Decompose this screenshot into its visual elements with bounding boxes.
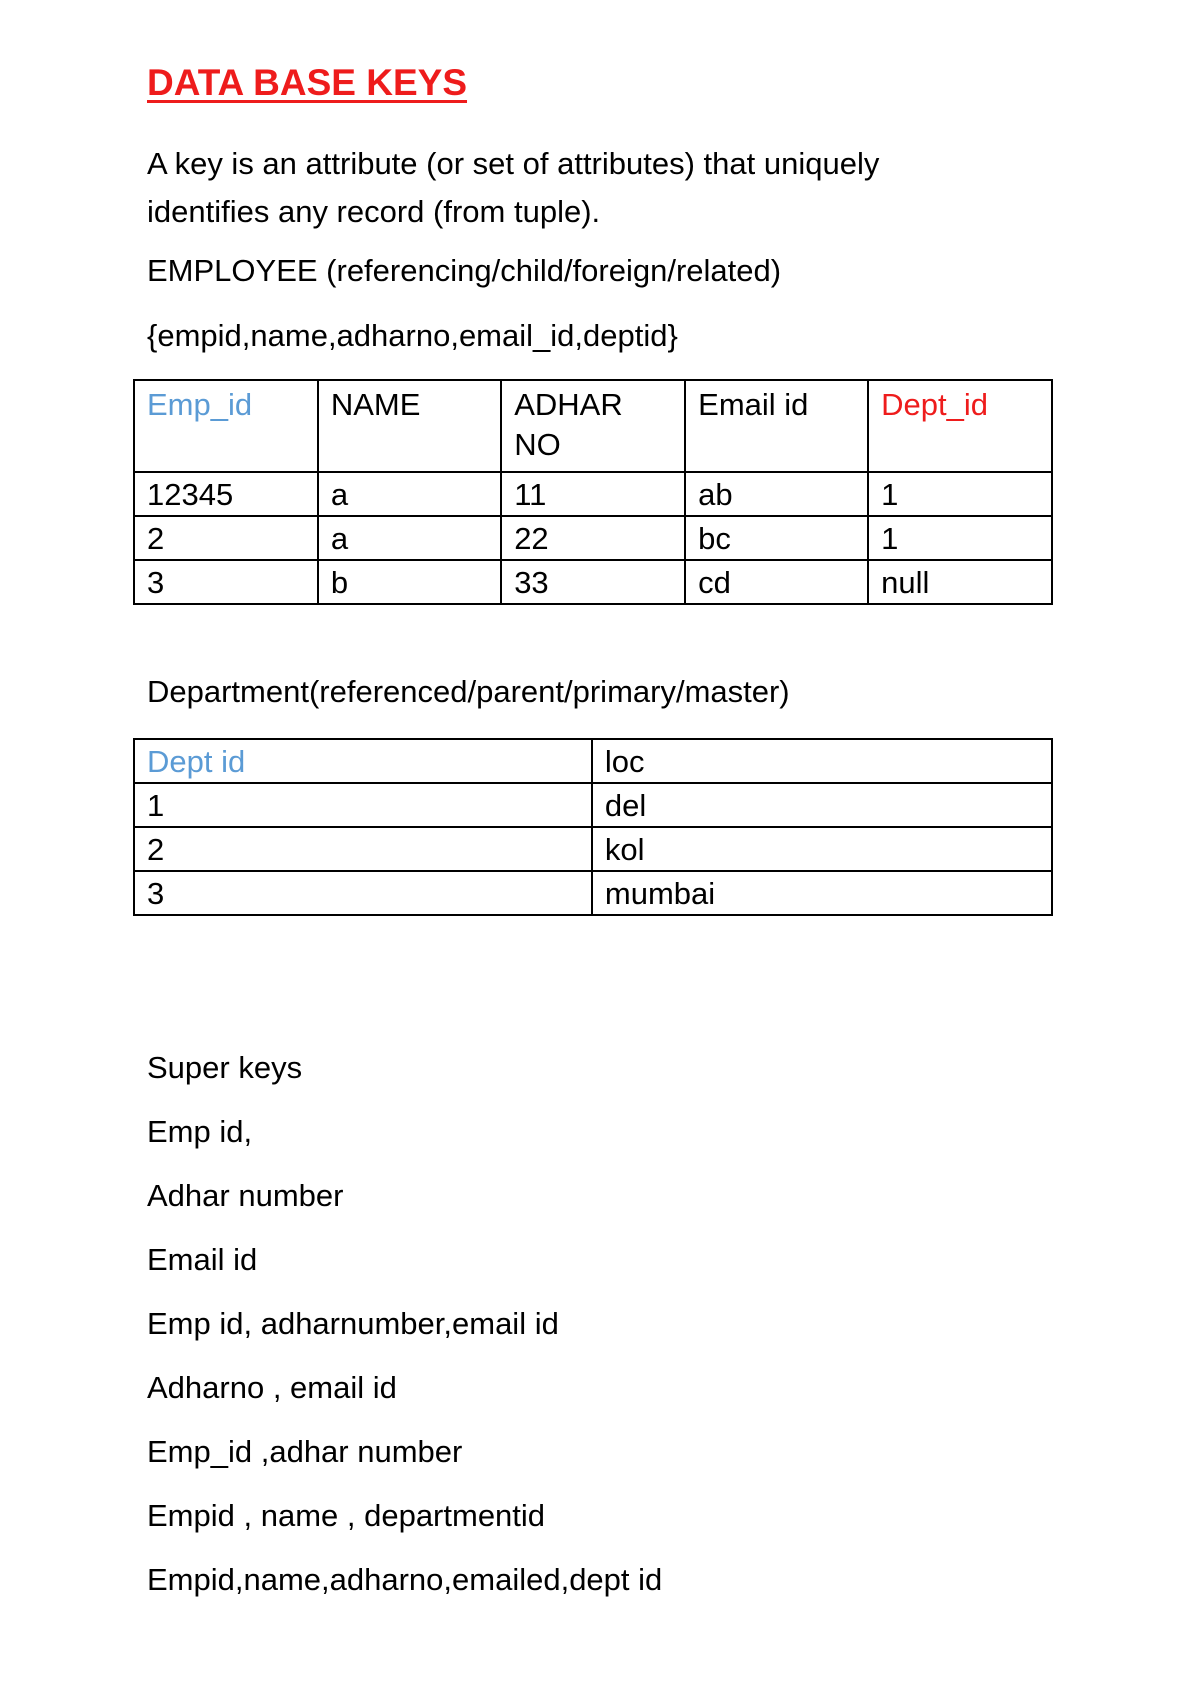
table-cell: 12345 [134,472,318,516]
table-cell: 22 [501,516,685,560]
department-heading: Department(referenced/parent/primary/master) [147,674,790,709]
header-dept-id: Dept id [134,739,592,783]
employee-heading: EMPLOYEE (referencing/child/foreign/related) [147,253,782,288]
key-definition: A key is an attribute (or set of attributes) that uniquely identifies any record (from tuple). [147,146,880,229]
super-key-item: Empid,name,adharno,emailed,dept id [147,1562,663,1597]
header-email-id: Email id [685,380,868,472]
table-cell: del [592,783,1052,827]
table-cell: bc [685,516,868,560]
super-key-item: Adharno , email id [147,1370,397,1405]
table-row [134,871,1052,915]
table-cell: 3 [134,560,318,604]
table-row [134,472,1052,516]
super-key-item: Empid , name , departmentid [147,1498,546,1533]
header-adhar-no: ADHAR NO [501,380,685,472]
page-title: DATA BASE KEYS [147,62,468,103]
table-row [134,827,1052,871]
employee-attributes: {empid,name,adharno,email_id,deptid} [147,318,678,353]
super-key-item: Email id [147,1242,258,1277]
table-cell: 2 [134,516,318,560]
super-key-item: Adhar number [147,1178,344,1213]
table-cell: 3 [134,871,592,915]
table-cell: 1 [868,472,1052,516]
table-row [134,783,1052,827]
employee-table [133,379,1053,605]
super-key-item: Emp id, [147,1114,253,1149]
table-header-row [134,739,1052,783]
table-cell: 33 [501,560,685,604]
table-cell: ab [685,472,868,516]
table-cell: a [318,516,501,560]
super-key-item: Emp id, adharnumber,email id [147,1306,559,1341]
table-cell: mumbai [592,871,1052,915]
table-header-row [134,380,1052,472]
table-cell: null [868,560,1052,604]
table-cell: 11 [501,472,685,516]
header-name: NAME [318,380,501,472]
super-keys-heading: Super keys [147,1050,303,1085]
header-dept-id: Dept_id [868,380,1052,472]
table-cell: b [318,560,501,604]
department-table [133,738,1053,916]
header-emp-id: Emp_id [134,380,318,472]
header-loc: loc [592,739,1052,783]
table-cell: 2 [134,827,592,871]
table-cell: a [318,472,501,516]
table-cell: 1 [868,516,1052,560]
table-cell: cd [685,560,868,604]
table-row [134,560,1052,604]
table-cell: kol [592,827,1052,871]
table-cell: 1 [134,783,592,827]
super-key-item: Emp_id ,adhar number [147,1434,463,1469]
table-row [134,516,1052,560]
